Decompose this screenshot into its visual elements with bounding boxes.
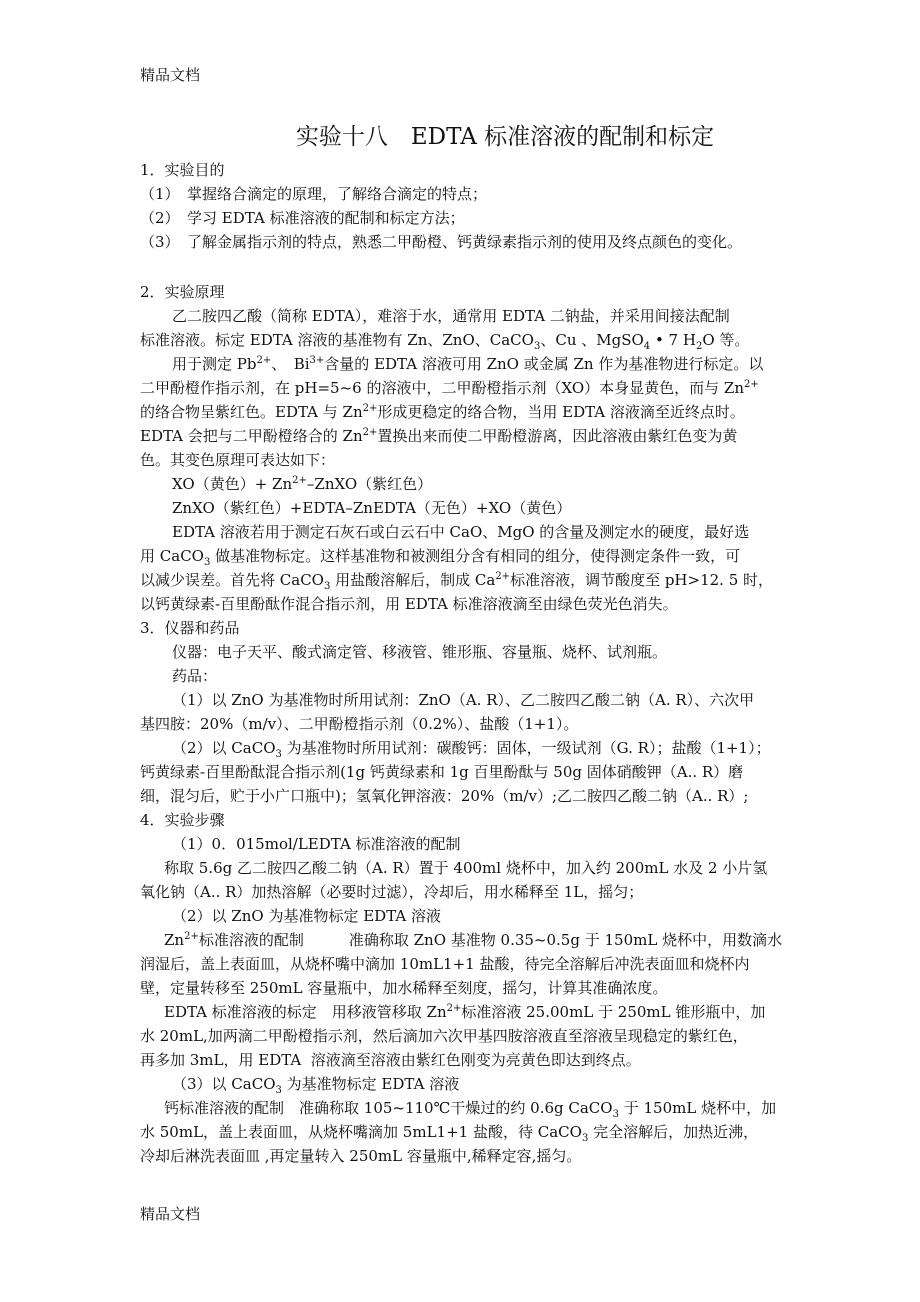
text-run: 壁，定量转移至 250mL 容量瓶中，加水稀释至刻度，摇匀，计算其准确浓度。 (140, 979, 668, 997)
text-run: 形成更稳定的络合物，当用 EDTA 溶液滴至近终点时。 (377, 403, 745, 421)
superscript: 3+ (309, 355, 325, 366)
text-run: 再多加 3mL，用 EDTA 溶液滴至溶液由紫红色刚变为亮黄色即达到终点。 (140, 1051, 641, 1069)
text-line (140, 616, 820, 640)
text-run: O 等。 (702, 331, 750, 349)
text-line (140, 448, 820, 472)
text-run: 基四胺：20%（m/v）、二甲酚橙指示剂（0.2%）、盐酸（1+1）。 (140, 715, 579, 733)
text-line (140, 206, 820, 230)
text-run: 2．实验原理 (140, 283, 225, 301)
text-line (140, 424, 820, 448)
subscript: 3 (612, 1109, 619, 1120)
superscript: 2+ (256, 355, 272, 366)
text-line (140, 976, 820, 1000)
text-run: –ZnXO（紫红色） (306, 475, 433, 493)
text-run: （1）0．015mol/LEDTA 标准溶液的配制 (172, 835, 461, 853)
text-line (140, 904, 820, 928)
text-run: 药品： (172, 667, 218, 685)
text-run: （1） 掌握络合滴定的原理，了解络合滴定的特点； (140, 185, 488, 203)
text-run: 钙标准溶液的配制 准确称取 105~110℃干燥过的约 0.6g CaCO (164, 1099, 613, 1117)
text-line (140, 230, 820, 254)
text-line (140, 496, 820, 520)
text-run: EDTA 会把与二甲酚橙络合的 Zn (140, 427, 363, 445)
text-line (140, 400, 820, 424)
text-run: 称取 5.6g 乙二胺四乙酸二钠（A. R）置于 400ml 烧杯中，加入约 200mL 水及 2 小片氢 (164, 859, 768, 877)
text-line (140, 328, 820, 352)
text-line (140, 688, 820, 712)
text-line (140, 568, 820, 592)
text-run: 标准溶液 25.00mL 于 250mL 锥形瓶中，加 (461, 1003, 766, 1021)
text-run: 钙黄绿素-百里酚酞混合指示剂(1g 钙黄绿素和 1g 百里酚酞与 50g 固体硝酸钾（A.. R）磨 (140, 763, 744, 781)
text-line (140, 760, 820, 784)
text-run: Zn (164, 931, 185, 949)
text-run: 细，混匀后，贮于小广口瓶中)；氢氧化钾溶液：20%（m/v）;乙二胺四乙酸二钠（A.. R）; (140, 787, 749, 805)
text-run: 、 Bi (271, 355, 310, 373)
text-run: • 7 H (650, 331, 696, 349)
text-run: （3） 了解金属指示剂的特点，熟悉二甲酚橙、钙黄绿素指示剂的使用及终点颜色的变化。 (140, 233, 743, 251)
text-line (140, 182, 820, 206)
text-line (140, 832, 820, 856)
text-line (140, 1072, 820, 1096)
text-line (140, 280, 820, 304)
text-run: 用 CaCO (140, 547, 204, 565)
text-line (140, 1024, 820, 1048)
text-run: 3．仪器和药品 (140, 619, 240, 637)
text-line (140, 640, 820, 664)
text-run: 标准溶液。标定 EDTA 溶液的基准物有 Zn、ZnO、CaCO (140, 331, 534, 349)
text-run: 用于测定 Pb (172, 355, 257, 373)
text-run: 标准溶液，调节酸度至 pH>12. 5 时， (510, 571, 774, 589)
superscript: 2+ (446, 1003, 462, 1014)
superscript: 2+ (744, 379, 759, 390)
text-run: 的络合物呈紫红色。EDTA 与 Zn (140, 403, 363, 421)
text-run: 冷却后淋洗表面皿 ,再定量转入 250mL 容量瓶中,稀释定容,摇匀。 (140, 1147, 582, 1165)
text-line (140, 928, 820, 952)
text-run: ZnXO（紫红色）+EDTA–ZnEDTA（无色）+XO（黄色） (172, 499, 572, 517)
superscript: 2+ (292, 475, 307, 486)
superscript: 2+ (184, 931, 199, 942)
document-body (140, 158, 820, 1168)
text-line (140, 664, 820, 688)
text-line (140, 784, 820, 808)
page-header: 精品文档 (140, 66, 201, 84)
text-run: 色。其变色原理可表达如下： (140, 451, 336, 469)
text-run: 4．实验步骤 (140, 811, 225, 829)
text-line (140, 1048, 820, 1072)
text-run: 、Cu 、MgSO (540, 331, 644, 349)
text-line (140, 592, 820, 616)
text-line (140, 952, 820, 976)
text-line (140, 808, 820, 832)
text-run: 润湿后，盖上表面皿，从烧杯嘴中滴加 10mL1+1 盐酸，待完全溶解后冲洗表面皿和烧杯内 (140, 955, 750, 973)
text-line (140, 352, 820, 376)
text-run: 为基准物时所用试剂：碳酸钙：固体，一级试剂（G. R）；盐酸（1+1）； (281, 739, 771, 757)
subscript: 3 (275, 1085, 282, 1096)
page-footer: 精品文档 (140, 1205, 201, 1223)
text-run: 二甲酚橙作指示剂，在 pH=5~6 的溶液中，二甲酚橙指示剂（XO）本身显黄色，而与 Zn (140, 379, 745, 397)
subscript: 3 (323, 581, 331, 592)
text-line (140, 544, 820, 568)
subscript: 3 (533, 341, 541, 352)
superscript: 2+ (362, 427, 378, 438)
text-run: EDTA 标准溶液的标定 用移液管移取 Zn (164, 1003, 447, 1021)
text-run: 乙二胺四乙酸（简称 EDTA），难溶于水，通常用 EDTA 二钠盐，并采用间接法配制 (172, 307, 730, 325)
text-line (140, 1144, 820, 1168)
text-run: 以钙黄绿素-百里酚酞作混合指示剂，用 EDTA 标准溶液滴至由绿色荧光色消失。 (140, 595, 678, 613)
text-run: （2）以 CaCO (172, 739, 276, 757)
subscript: 2 (695, 341, 703, 352)
subscript: 3 (581, 1133, 589, 1144)
text-line (140, 1096, 820, 1120)
text-run: 完全溶解后，加热近沸， (588, 1123, 759, 1141)
text-line (140, 736, 820, 760)
text-run: 1．实验目的 (140, 161, 225, 179)
text-run: （1）以 ZnO 为基准物时所用试剂：ZnO（A. R）、乙二胺四乙酸二钠（A. R）、六次甲 (172, 691, 755, 709)
subscript: 4 (643, 341, 651, 352)
text-line (140, 472, 820, 496)
text-run: （2） 学习 EDTA 标准溶液的配制和标定方法； (140, 209, 465, 227)
text-run: 含量的 EDTA 溶液可用 ZnO 或金属 Zn 作为基准物进行标定。以 (324, 355, 764, 373)
text-run: 标准溶液的配制 准确称取 ZnO 基准物 0.35~0.5g 于 150mL 烧杯中，用数滴水 (198, 931, 783, 949)
subscript: 3 (203, 557, 211, 568)
subscript: 3 (275, 749, 282, 760)
superscript: 2+ (362, 403, 378, 414)
text-run: 为基准物标定 EDTA 溶液 (281, 1075, 460, 1093)
text-run: 做基准物标定。这样基准物和被测组分含有相同的组分，使得测定条件一致，可 (210, 547, 741, 565)
text-line (140, 856, 820, 880)
text-line (140, 1000, 820, 1024)
text-line (140, 1120, 820, 1144)
text-run: 仪器：电子天平、酸式滴定管、移液管、锥形瓶、容量瓶、烧杯、试剂瓶。 (172, 643, 668, 661)
text-run: 水 20mL,加两滴二甲酚橙指示剂，然后滴加六次甲基四胺溶液直至溶液呈现稳定的紫红色， (140, 1027, 748, 1045)
text-line (140, 712, 820, 736)
text-run: （2）以 ZnO 为基准物标定 EDTA 溶液 (172, 907, 441, 925)
text-line (140, 880, 820, 904)
text-line (140, 158, 820, 182)
text-run: 用盐酸溶解后，制成 Ca (330, 571, 496, 589)
text-line (140, 304, 820, 328)
text-run: （3）以 CaCO (172, 1075, 276, 1093)
document-title: 实验十八 EDTA 标准溶液的配制和标定 (295, 124, 715, 150)
text-run: EDTA 溶液若用于测定石灰石或白云石中 CaO、MgO 的含量及测定水的硬度，最好选 (172, 523, 750, 541)
text-run: 氧化钠（A.. R）加热溶解（必要时过滤），冷却后，用水稀释至 1L，摇匀； (140, 883, 644, 901)
text-run: 以减少误差。首先将 CaCO (140, 571, 324, 589)
text-run: 水 50mL，盖上表面皿，从烧杯嘴滴加 5mL1+1 盐酸，待 CaCO (140, 1123, 582, 1141)
text-line (140, 376, 820, 400)
text-run: 置换出来而使二甲酚橙游离，因此溶液由紫红色变为黄 (377, 427, 738, 445)
superscript: 2+ (495, 571, 511, 582)
text-line (140, 520, 820, 544)
text-run: XO（黄色）+ Zn (172, 475, 293, 493)
text-run: 于 150mL 烧杯中，加 (618, 1099, 777, 1117)
